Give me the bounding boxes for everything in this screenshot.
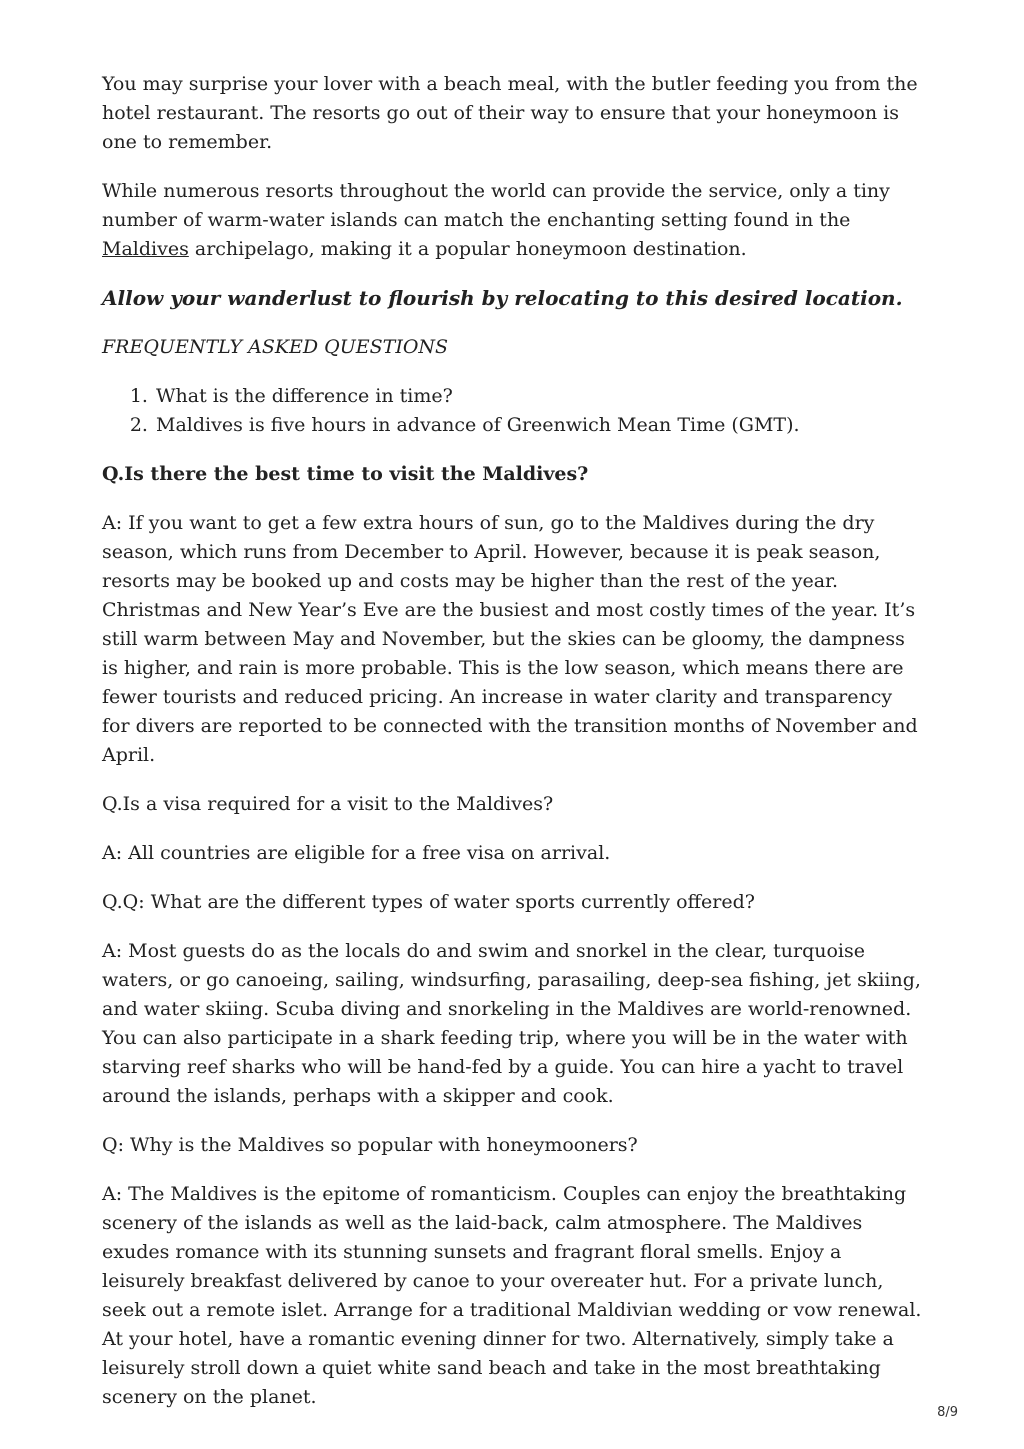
list-item: 1. What is the difference in time? xyxy=(154,382,922,411)
tagline: Allow your wanderlust to flourish by relocating to this desired location. xyxy=(102,286,903,310)
maldives-link[interactable]: Maldives xyxy=(102,238,189,260)
answer-best-time: A: If you want to get a few extra hours of sun, go to the Maldives during the dry season, which runs from December to April. However, because it is peak season, resorts may be booked up and costs may be higher than the rest of the year. Christmas and New Year’s Eve are the busiest and most costly times of the year. It’s still warm between May and November, but the skies can be gloomy, the dampness is higher, and rain is more probable. This is the low season, which means there are fewer tourists and reduced pricing. An increase in water clarity and transparency for divers are reported to be connected with the transition months of November and April. xyxy=(102,512,918,766)
list-item: 2. Maldives is five hours in advance of Greenwich Mean Time (GMT). xyxy=(154,411,922,440)
answer-visa: A: All countries are eligible for a free visa on arrival. xyxy=(102,842,611,864)
faq-list xyxy=(102,382,922,440)
destination-paragraph xyxy=(102,177,922,264)
faq-heading: FREQUENTLY ASKED QUESTIONS xyxy=(102,336,449,358)
answer-honeymooners: A: The Maldives is the epitome of romanticism. Couples can enjoy the breathtaking scenery of the islands as well as the laid-back, calm atmosphere. The Maldives exudes romance with its stunning sunsets and fragrant floral smells. Enjoy a leisurely breakfast delivered by canoe to your overeater hut. For a private lunch, seek out a remote islet. Arrange for a traditional Maldivian wedding or vow renewal. At your hotel, have a romantic evening dinner for two. Alternatively, simply take a leisurely stroll down a quiet white sand beach and take in the most breathtaking scenery on the planet. xyxy=(102,1183,922,1408)
question-visa: Q.Is a visa required for a visit to the Maldives? xyxy=(102,793,554,815)
question-best-time: Q.Is there the best time to visit the Maldives? xyxy=(102,463,589,485)
document-body xyxy=(102,70,922,1432)
intro-paragraph: You may surprise your lover with a beach meal, with the butler feeding you from the hotel restaurant. The resorts go out of their way to ensure that your honeymoon is one to remember. xyxy=(102,73,918,153)
question-honeymooners: Q: Why is the Maldives so popular with honeymooners? xyxy=(102,1134,638,1156)
question-water-sports: Q.Q: What are the different types of water sports currently offered? xyxy=(102,891,755,913)
destination-text-after: archipelago, making it a popular honeymoon destination. xyxy=(188,238,747,260)
page-number: 8/9 xyxy=(937,1405,958,1420)
answer-water-sports: A: Most guests do as the locals do and swim and snorkel in the clear, turquoise waters, or go canoeing, sailing, windsurfing, parasailing, deep-sea fishing, jet skiing, and water skiing. Scuba diving and snorkeling in the Maldives are world-renowned. You can also participate in a shark feeding trip, where you will be in the water with starving reef sharks who will be hand-fed by a guide. You can hire a yacht to travel around the islands, perhaps with a skipper and cook. xyxy=(102,940,921,1107)
destination-text-before: While numerous resorts throughout the world can provide the service, only a tiny number of warm-water islands can match the enchanting setting found in the xyxy=(102,180,890,231)
